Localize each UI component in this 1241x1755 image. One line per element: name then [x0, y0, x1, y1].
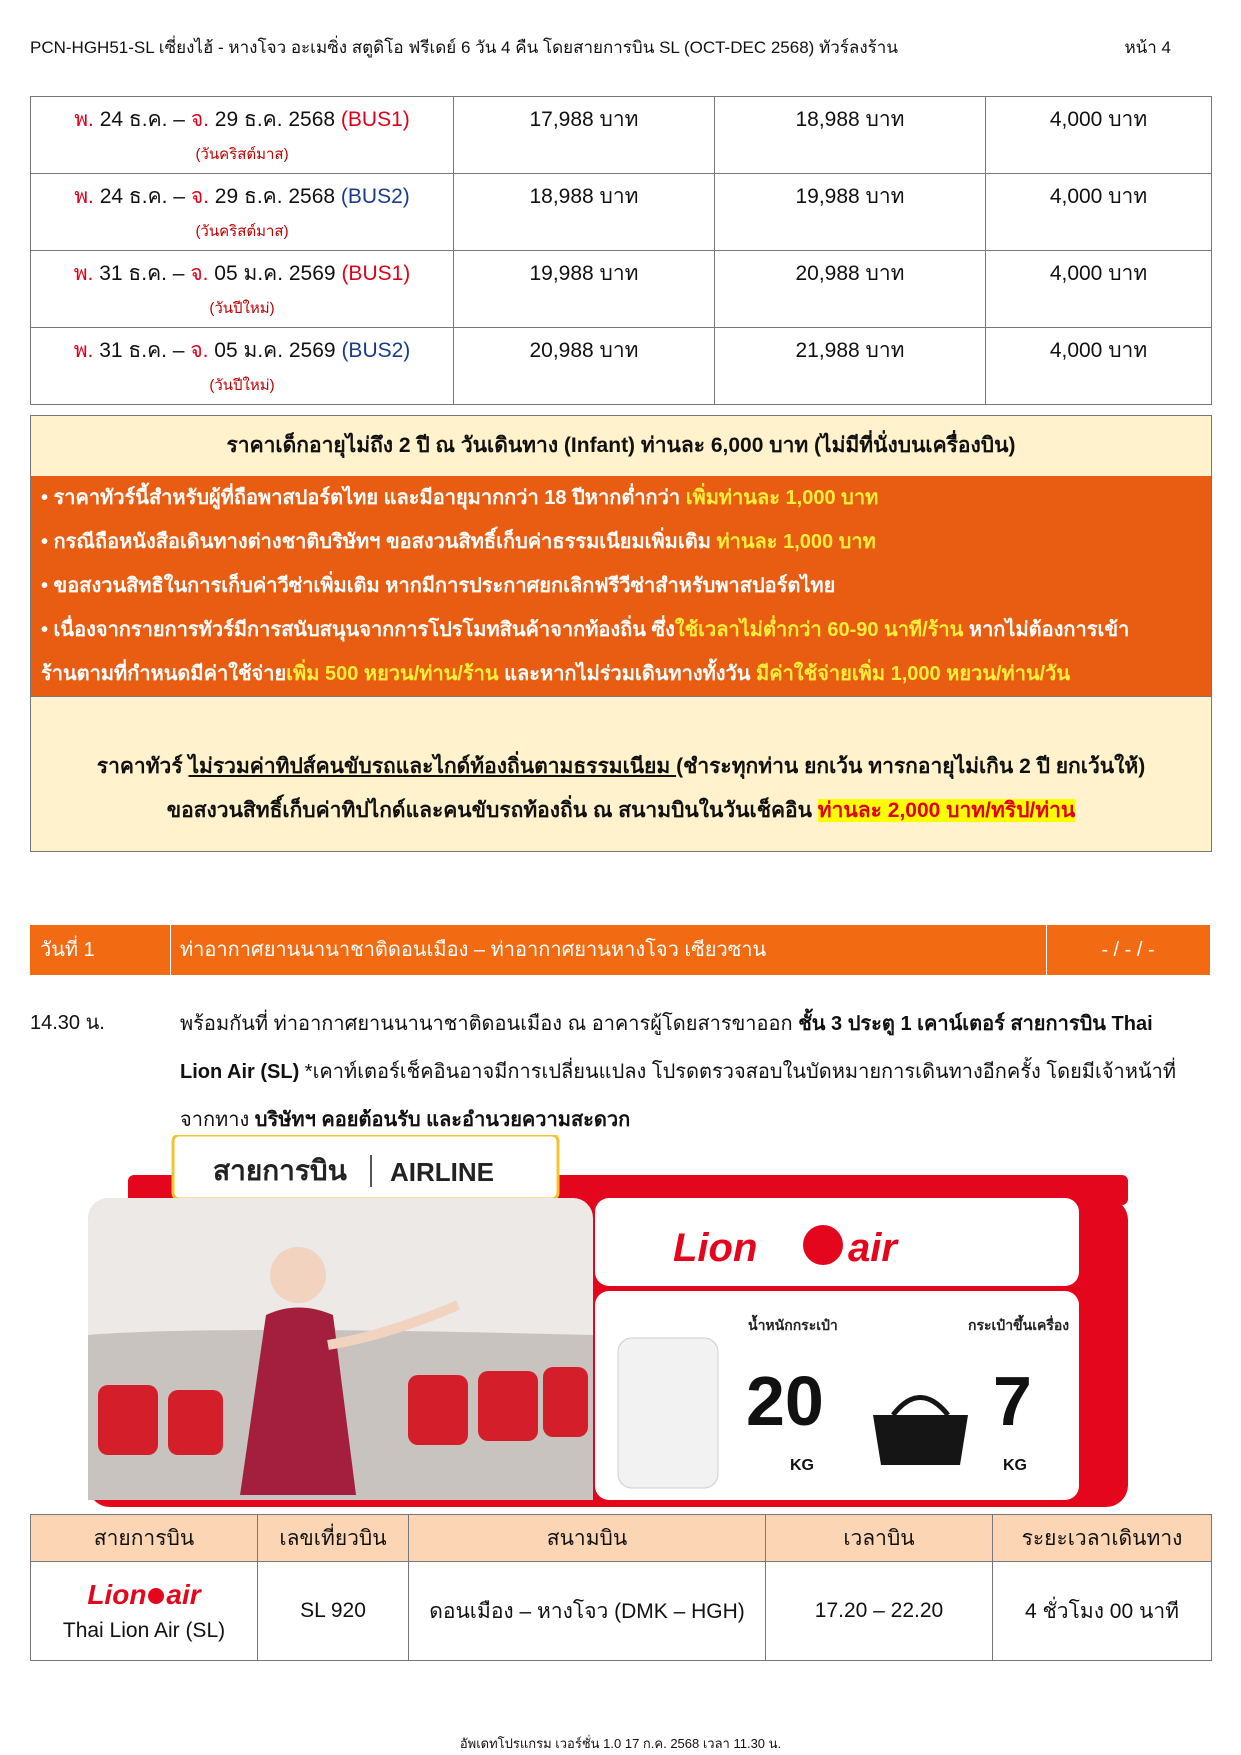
- baggage-weight: 20: [746, 1362, 824, 1440]
- lion-logo-icon: [148, 1588, 164, 1604]
- table-row: พ. 31 ธ.ค. – จ. 05 ม.ค. 2569 (BUS1) (วันปีใหม่) 19,988 บาท 20,988 บาท 4,000 บาท: [31, 251, 1212, 328]
- lion-logo-icon: [803, 1225, 843, 1265]
- flight-number: SL 920: [258, 1562, 409, 1661]
- condition-line: • ราคาทัวร์นี้สำหรับผู้ที่ถือพาสปอร์ตไทย และมีอายุมากกว่า 18 ปีหากต่ำกว่า เพิ่มท่านละ 1,000 บาท: [41, 487, 879, 509]
- price-table: [30, 96, 1212, 405]
- schedule-description: พร้อมกันที่ ท่าอากาศยานนานาชาติดอนเมือง ณ อาคารผู้โดยสารขาออก ชั้น 3 ประตู 1 เคาน์เตอร์ สายการบิน Thai Lion Air (SL) *เคาท์เตอร์เช็คอินอาจมีการเปลี่ยนแปลง โปรดตรวจสอบในบัดหมายการเดินทางอีกครั้ง โดยมีเจ้าหน้าที่จากทาง บริษัทฯ คอยต้อนรับ และอำนวยความสะดวก: [180, 1013, 1177, 1131]
- airline-name: Thai Lion Air (SL): [62, 1619, 226, 1642]
- day-title: ท่าอากาศยานนานาชาติดอนเมือง – ท่าอากาศยานหางโจว เซียวซาน: [180, 939, 767, 961]
- carry-on-weight: 7: [993, 1362, 1032, 1440]
- table-row: [31, 1562, 1212, 1661]
- schedule-time: 14.30 น.: [30, 1012, 105, 1034]
- document-title: PCN-HGH51-SL เซี่ยงไฮ้ - หางโจว อะเมซิ่ง สตูดิโอ ฟรีเดย์ 6 วัน 4 คืน โดยสายการบิน SL (OCT-DEC 2568) ทัวร์ลงร้าน: [30, 38, 898, 57]
- airline-logo: Lion air: [87, 1579, 201, 1610]
- airline-banner: [88, 1135, 1138, 1507]
- day-header: [30, 925, 1210, 975]
- page-number: หน้า 4: [1124, 38, 1171, 57]
- footer-version: อัพเดทโปรแกรม เวอร์ชั่น 1.0 17 ก.ค. 2568 เวลา 11.30 น.: [459, 1736, 782, 1751]
- table-row: พ. 24 ธ.ค. – จ. 29 ธ.ค. 2568 (BUS2) (วันคริสต์มาส) 18,988 บาท 19,988 บาท 4,000 บาท: [31, 174, 1212, 251]
- table-header-row: สายการบิน เลขเที่ยวบิน สนามบิน เวลาบิน ระยะเวลาเดินทาง: [31, 1515, 1212, 1562]
- flight-table: [30, 1514, 1212, 1661]
- flight-time: 17.20 – 22.20: [766, 1562, 993, 1661]
- condition-line: • กรณีถือหนังสือเดินทางต่างชาติบริษัทฯ ขอสงวนสิทธิ์เก็บค่าธรรมเนียมเพิ่มเติม ท่านละ 1,000 บาท: [41, 531, 876, 553]
- condition-line: • เนื่องจากรายการทัวร์มีการสนับสนุนจากการโปรโมทสินค้าจากท้องถิ่น ซึ่งใช้เวลาไม่ต่ำกว่า 60-90 นาที/ร้าน หากไม่ต้องการเข้า: [41, 619, 1130, 641]
- banner-tab-en: AIRLINE: [390, 1157, 494, 1187]
- flight-duration: 4 ชั่วโมง 00 นาที: [993, 1562, 1212, 1661]
- infant-price-note: ราคาเด็กอายุไม่ถึง 2 ปี ณ วันเดินทาง (Infant) ท่านละ 6,000 บาท (ไม่มีที่นั่งบนเครื่องบิน): [30, 415, 1212, 477]
- tip-note-box: ราคาทัวร์ ไม่รวมค่าทิปส์คนขับรถและไกด์ท้องถิ่นตามธรรมเนียม (ชำระทุกท่าน ยกเว้น ทารกอายุไม่เกิน 2 ปี ยกเว้นให้) ขอสงวนสิทธิ์เก็บค่าทิปไกด์และคนขับรถท้องถิ่น ณ สนามบินในวันเช็คอิน ท่านละ 2,000 บาท/ทริป/ท่าน: [30, 696, 1212, 852]
- carry-on-unit: KG: [1003, 1457, 1027, 1474]
- page-header: [30, 34, 1171, 61]
- handbag-icon: [873, 1415, 968, 1465]
- meals: - / - / -: [1101, 939, 1155, 961]
- lion-air-logo-suffix: air: [848, 1226, 897, 1270]
- day-label: วันที่ 1: [40, 939, 95, 961]
- condition-line: • ขอสงวนสิทธิในการเก็บค่าวีซ่าเพิ่มเติม หากมีการประกาศยกเลิกฟรีวีซ่าสำหรับพาสปอร์ตไทย: [41, 575, 836, 597]
- baggage-label: น้ำหนักกระเป๋า: [748, 1317, 838, 1333]
- table-row: พ. 24 ธ.ค. – จ. 29 ธ.ค. 2568 (BUS1) (วันคริสต์มาส) 17,988 บาท 18,988 บาท 4,000 บาท: [31, 97, 1212, 174]
- condition-line: ร้านตามที่กำหนดมีค่าใช้จ่ายเพิ่ม 500 หยวน/ท่าน/ร้าน และหากไม่ร่วมเดินทางทั้งวัน มีค่าใช้จ่ายเพิ่ม 1,000 หยวน/ท่าน/วัน: [41, 663, 1071, 685]
- lion-air-logo: Lion: [673, 1226, 758, 1270]
- luggage-icon: [618, 1338, 718, 1488]
- table-row: พ. 31 ธ.ค. – จ. 05 ม.ค. 2569 (BUS2) (วันปีใหม่) 20,988 บาท 21,988 บาท 4,000 บาท: [31, 328, 1212, 405]
- banner-tab-th: สายการบิน: [213, 1155, 347, 1186]
- airport-route: ดอนเมือง – หางโจว (DMK – HGH): [409, 1562, 766, 1661]
- carry-on-label: กระเป๋าขึ้นเครื่อง: [968, 1317, 1070, 1333]
- conditions-box: [30, 476, 1212, 696]
- baggage-unit: KG: [790, 1457, 814, 1474]
